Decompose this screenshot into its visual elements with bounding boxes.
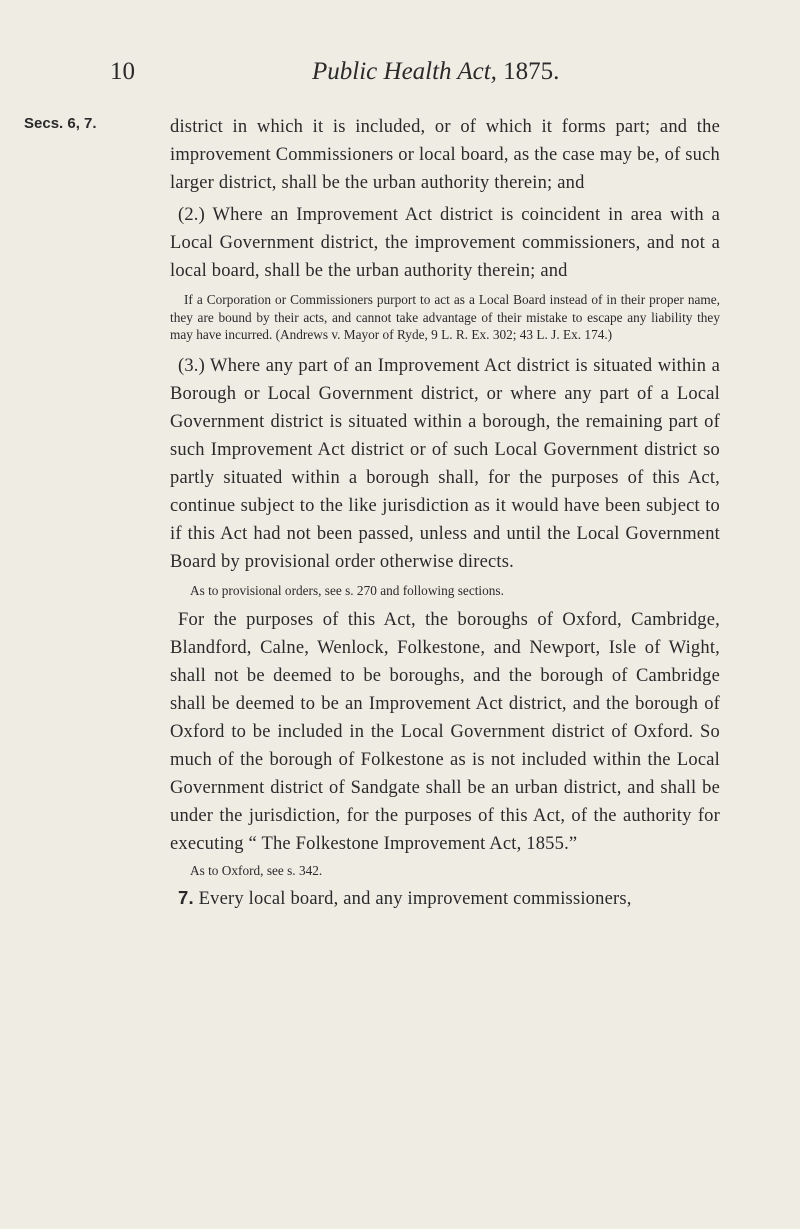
section-7-number: 7. [178, 886, 194, 908]
note-provisional-orders: As to provisional orders, see s. 270 and following sections. [190, 582, 504, 598]
paragraph-continuation: district in which it is included, or of which it forms part; and the improvement Commissioners or local board, as the case may be, of such larger district, shall be the urban authority therein; and [170, 117, 720, 193]
paragraph-subsection-3: (3.) Where any part of an Improvement Act district is situated within a Borough or Local Government district, or where any part of a Local Government district is situated within a borough, the remaining part of such Improvement Act district or of such Local Government district so partly situated within a borough shall, for the purposes of this Act, continue subject to the like jurisdiction as it would have been subject to if this Act had not been passed, unless and until the Local Government Board by provisional order otherwise directs. [170, 355, 720, 572]
section-7-paragraph [170, 884, 720, 913]
paragraph-boroughs: For the purposes of this Act, the boroughs of Oxford, Cambridge, Blandford, Calne, Wenlock, Folkestone, and Newport, Isle of Wight, shall not be deemed to be boroughs, and the borough of Cambridge shall be deemed to be an Improvement Act district, and the borough of Oxford to be included in the Local Government district of Oxford. So much of the borough of Folkestone as is not included within the Local Government district of Sandgate shall be an urban district, and shall be under the jurisdiction, for the purposes of this Act, of the authority for executing “ The Folkestone Improvement Act, 1855.” [170, 609, 720, 854]
page-number: 10 [110, 58, 135, 85]
margin-section-reference: Secs. 6, 7. [24, 115, 97, 132]
section-7-text: Every local board, and any improvement commissioners, [198, 888, 632, 909]
running-title-act: Public Health Act, [312, 58, 497, 85]
running-title [312, 58, 559, 86]
footnote-corporation: If a Corporation or Commissioners purport to act as a Local Board instead of in their proper name, they are bound by their acts, and cannot take advantage of their mistake to escape any liability they may have incurred. (Andrews v. Mayor of Ryde, 9 L. R. Ex. 302; 43 L. J. Ex. 174.) [170, 292, 720, 342]
body-text [170, 113, 720, 913]
paragraph-subsection-2: (2.) Where an Improvement Act district is coincident in area with a Local Government district, the improvement commissioners, and not a local board, shall be the urban authority therein; and [170, 205, 720, 281]
note-oxford: As to Oxford, see s. 342. [190, 862, 323, 878]
running-title-year: 1875. [503, 58, 560, 85]
